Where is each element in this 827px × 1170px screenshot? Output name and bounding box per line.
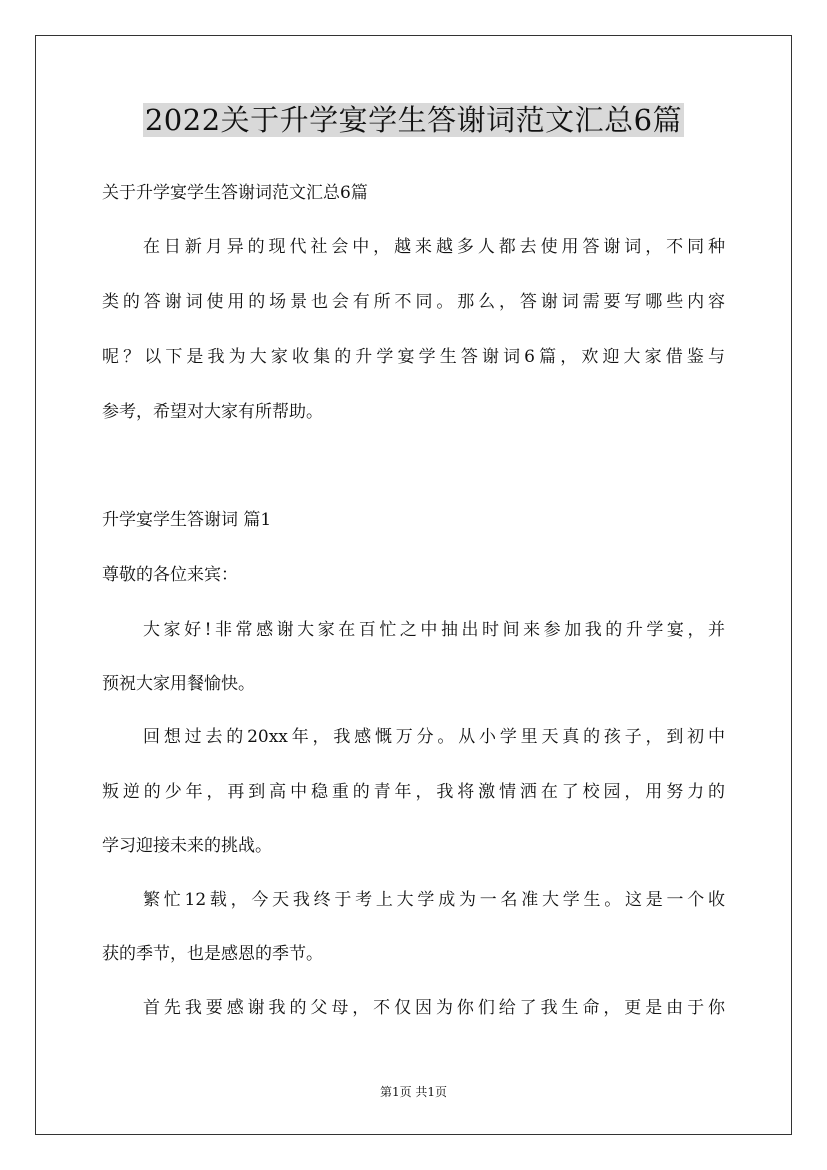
intro-line-2: 类的答谢词使用的场景也会有所不同。那么，答谢词需要写哪些内容 xyxy=(102,292,725,312)
intro-line-1: 在日新月异的现代社会中，越来越多人都去使用答谢词，不同种 xyxy=(143,237,725,257)
body-line-6: 繁忙12载，今天我终于考上大学成为一名准大学生。这是一个收 xyxy=(143,890,725,910)
body-line-5: 学习迎接未来的挑战。 xyxy=(102,836,272,856)
page-number-footer: 第1页 共1页 xyxy=(379,1085,448,1099)
body-line-8: 首先我要感谢我的父母，不仅因为你们给了我生命，更是由于你 xyxy=(143,998,725,1018)
body-line-4: 叛逆的少年，再到高中稳重的青年，我将激情洒在了校园，用努力的 xyxy=(102,782,725,802)
section-heading: 升学宴学生答谢词 篇1 xyxy=(102,510,272,530)
body-line-2: 预祝大家用餐愉快。 xyxy=(102,674,255,694)
intro-line-4: 参考，希望对大家有所帮助。 xyxy=(102,402,323,422)
body-line-3: 回想过去的20xx年，我感慨万分。从小学里天真的孩子，到初中 xyxy=(143,727,725,747)
body-line-1: 大家好!非常感谢大家在百忙之中抽出时间来参加我的升学宴，并 xyxy=(143,620,725,640)
salutation-line: 尊敬的各位来宾： xyxy=(102,565,238,585)
document-title xyxy=(0,98,827,142)
body-line-7: 获的季节，也是感恩的季节。 xyxy=(102,944,323,964)
subtitle-line: 关于升学宴学生答谢词范文汇总6篇 xyxy=(102,183,368,203)
intro-line-3: 呢？以下是我为大家收集的升学宴学生答谢词6篇，欢迎大家借鉴与 xyxy=(102,347,725,367)
document-title-text: 2022关于升学宴学生答谢词范文汇总6篇 xyxy=(144,103,683,137)
